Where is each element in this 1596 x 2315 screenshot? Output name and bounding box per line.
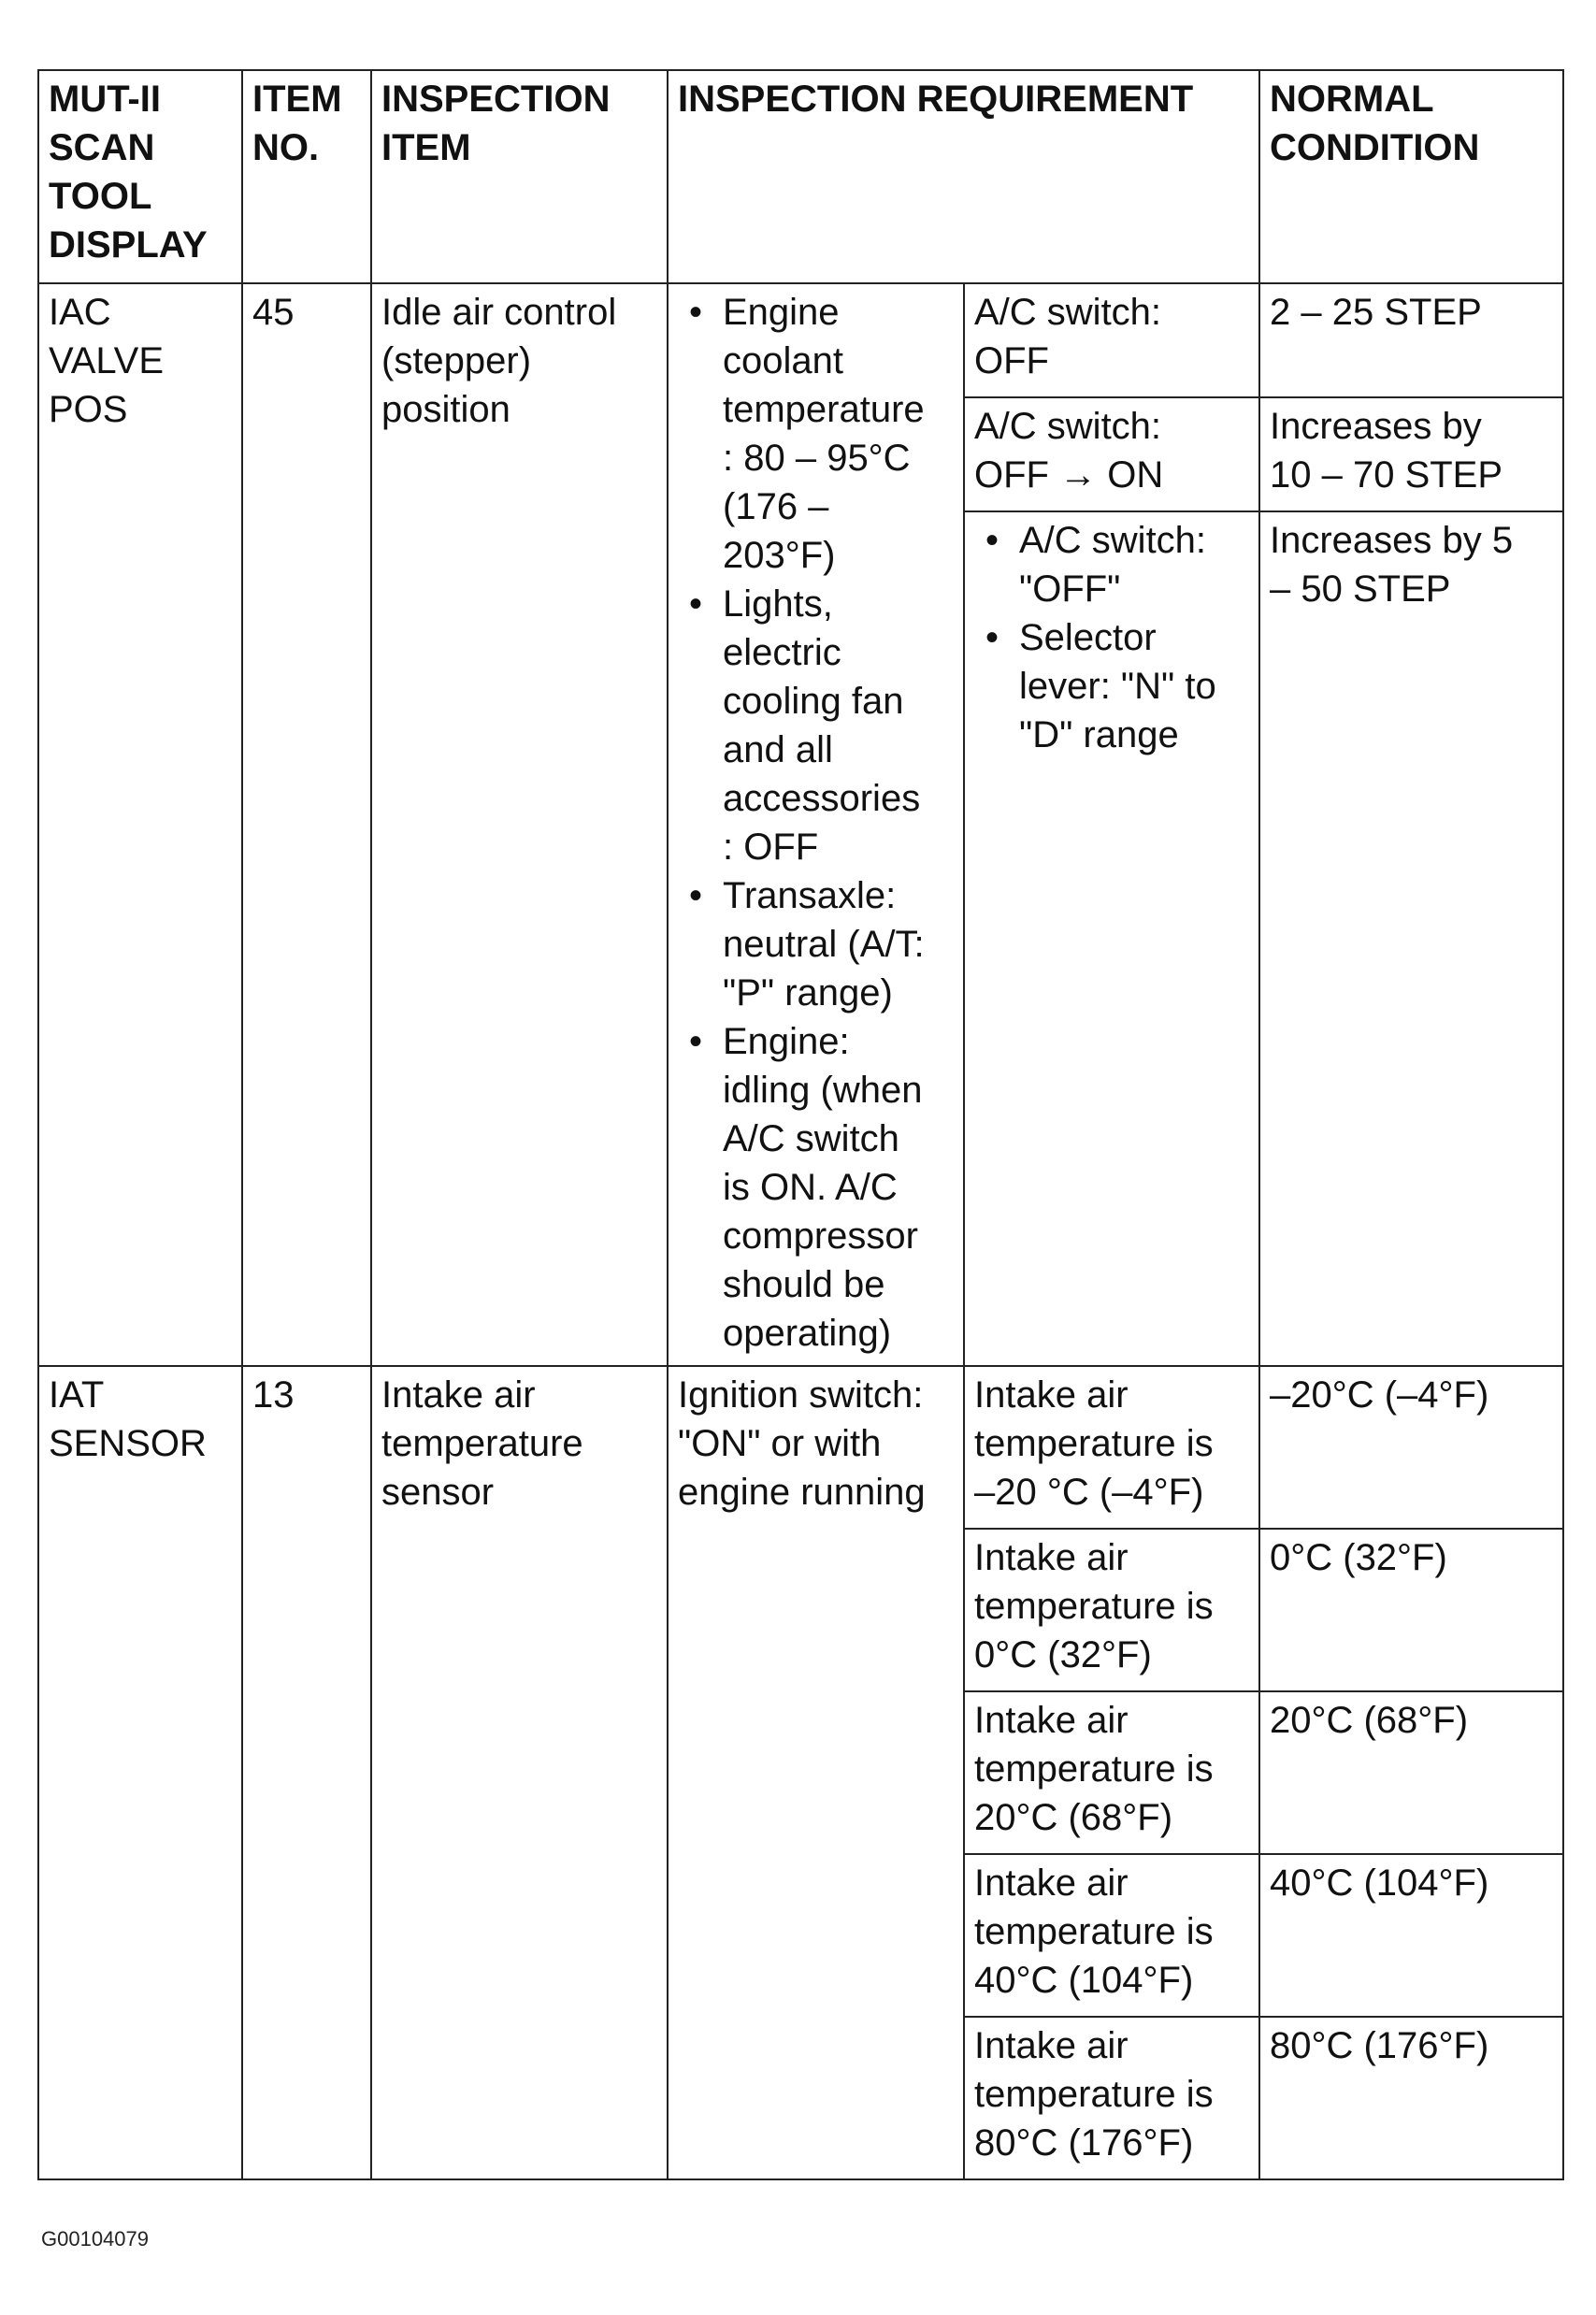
iat-normal-0: 0°C (32°F)	[1259, 1529, 1563, 1691]
iat-normal-40: 40°C (104°F)	[1259, 1854, 1563, 2017]
iat-condition-0: Intake air temperature is 0°C (32°F)	[964, 1529, 1259, 1691]
header-normal-condition: NORMAL CONDITION	[1259, 70, 1563, 283]
iac-condition-ac-off: A/C switch: OFF	[964, 283, 1259, 397]
list-item: • Transaxle: neutral (A/T: "P" range)	[723, 871, 954, 1017]
header-inspection-requirement: INSPECTION REQUIREMENT	[668, 70, 1259, 283]
list-item: • Engine: idling (when A/C switch is ON. A/C compressor should be operating)	[723, 1017, 954, 1358]
iat-requirement: Ignition switch: "ON" or with engine running	[668, 1366, 964, 2179]
header-display: MUT-II SCAN TOOL DISPLAY	[38, 70, 242, 283]
iat-item-no: 13	[242, 1366, 371, 2179]
iat-normal-20: 20°C (68°F)	[1259, 1691, 1563, 1854]
list-item: • Engine coolant temperature : 80 – 95°C (176 – 203°F)	[723, 288, 954, 580]
iac-display: IAC VALVE POS	[38, 283, 242, 1366]
iac-item-no: 45	[242, 283, 371, 1366]
iac-condition-ac-on: A/C switch: OFF → ON	[964, 397, 1259, 511]
list-item: • Selector lever: "N" to "D" range	[1019, 613, 1249, 759]
list-item: • Lights, electric cooling fan and all accessories : OFF	[723, 580, 954, 871]
iac-requirements	[668, 283, 964, 1366]
iat-condition-minus20: Intake air temperature is –20 °C (–4°F)	[964, 1366, 1259, 1529]
iac-condition-selector	[964, 511, 1259, 1366]
header-item-no: ITEM NO.	[242, 70, 371, 283]
table-row	[38, 1366, 1563, 1529]
iat-inspection-item: Intake air temperature sensor	[371, 1366, 668, 2179]
figure-id: G00104079	[41, 2227, 149, 2250]
iat-condition-80: Intake air temperature is 80°C (176°F)	[964, 2017, 1259, 2179]
iat-normal-minus20: –20°C (–4°F)	[1259, 1366, 1563, 1529]
iat-condition-40: Intake air temperature is 40°C (104°F)	[964, 1854, 1259, 2017]
iac-normal-ac-on: Increases by 10 – 70 STEP	[1259, 397, 1563, 511]
iac-normal-ac-off: 2 – 25 STEP	[1259, 283, 1563, 397]
header-row	[38, 70, 1563, 283]
iat-condition-20: Intake air temperature is 20°C (68°F)	[964, 1691, 1259, 1854]
table-row	[38, 283, 1563, 397]
inspection-table	[37, 69, 1564, 2180]
iat-display: IAT SENSOR	[38, 1366, 242, 2179]
list-item: • A/C switch: "OFF"	[1019, 516, 1249, 613]
iac-normal-selector: Increases by 5 – 50 STEP	[1259, 511, 1563, 1366]
header-inspection-item: INSPECTION ITEM	[371, 70, 668, 283]
iac-inspection-item: Idle air control (stepper) position	[371, 283, 668, 1366]
iat-normal-80: 80°C (176°F)	[1259, 2017, 1563, 2179]
